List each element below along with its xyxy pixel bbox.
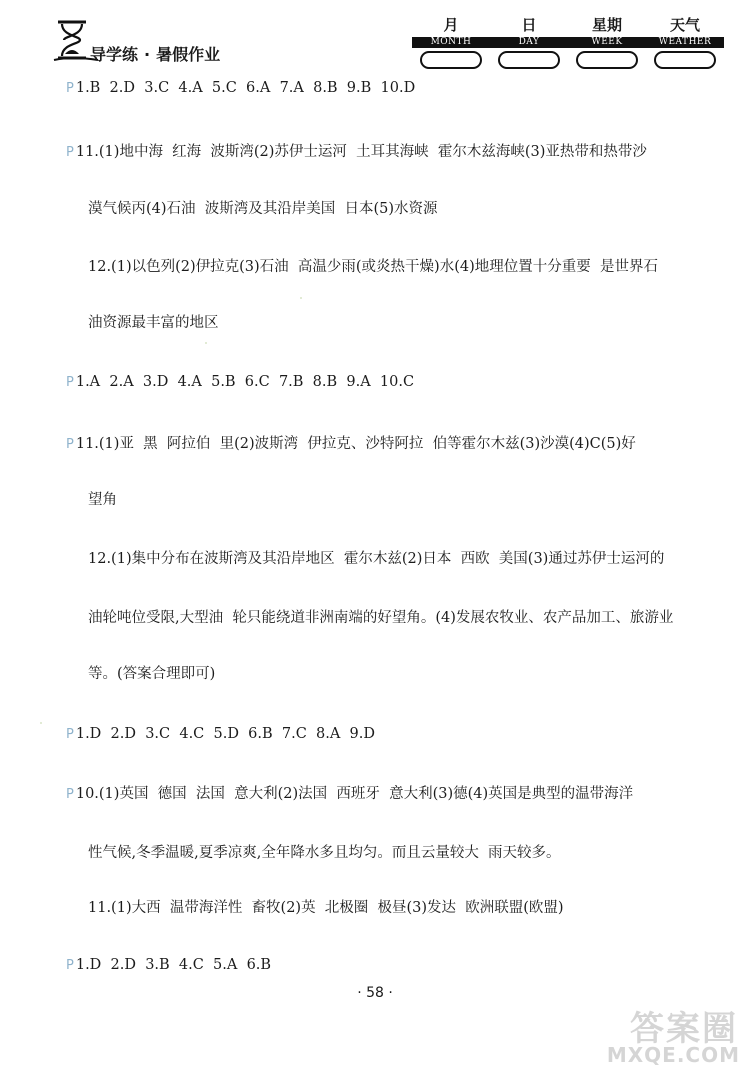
calendar-english-week: WEEK [591, 37, 623, 47]
series-title-left: 导学练 [90, 45, 139, 64]
answer-line [66, 724, 746, 745]
answer-text: 12.(1)以色列(2)伊拉克(3)石油 高温少雨(或炎热干燥)水(4)地理位置十分重要 是世界石 [88, 259, 658, 275]
watermark [594, 1001, 744, 1067]
calendar-labels [412, 14, 724, 34]
watermark-top: 答案圈 [630, 1009, 738, 1049]
page-ref-tag: P [66, 81, 74, 96]
answer-text: 望角 [88, 492, 117, 508]
watermark-bottom: MXQE.COM [606, 1043, 740, 1067]
answer-text: 1.A 2.A 3.D 4.A 5.B 6.C 7.B 8.B 9.A 10.C [75, 374, 415, 390]
page-number: · 58 · [357, 985, 393, 1001]
calendar-english-day: DAY [518, 37, 540, 47]
answer-text: 11.(1)地中海 红海 波斯湾(2)苏伊士运河 土耳其海峡 霍尔木兹海峡(3)亚热带和热带沙 [75, 144, 647, 160]
scan-speck [40, 722, 42, 724]
answer-line [88, 257, 750, 277]
answer-text: 12.(1)集中分布在波斯湾及其沿岸地区 霍尔木兹(2)日本 西欧 美国(3)通过苏伊士运河的 [88, 551, 665, 567]
answer-text: 等。(答案合理即可) [88, 666, 216, 682]
day-field[interactable] [498, 51, 560, 69]
page-ref-tag: P [66, 437, 74, 452]
scan-speck [300, 297, 302, 299]
answer-line [66, 78, 746, 99]
answer-line [66, 955, 746, 976]
series-title-right: 暑假作业 [156, 45, 221, 64]
calendar-label-week: 星期 [591, 16, 622, 34]
page-ref-tag: P [66, 375, 74, 390]
answer-line [88, 664, 750, 684]
answer-line [66, 434, 746, 455]
calendar-english-bar [412, 37, 724, 48]
answer-line [88, 843, 750, 863]
answer-line [66, 142, 746, 163]
answer-line [88, 490, 750, 510]
answer-text: 漠气候丙(4)石油 波斯湾及其沿岸美国 日本(5)水资源 [88, 201, 438, 217]
answer-text: 11.(1)亚 黑 阿拉伯 里(2)波斯湾 伊拉克、沙特阿拉 伯等霍尔木兹(3)沙漠(4)C(5)好 [75, 436, 636, 452]
answer-text: 油资源最丰富的地区 [88, 315, 219, 331]
weather-field[interactable] [654, 51, 716, 69]
answer-line [88, 608, 750, 628]
month-field[interactable] [420, 51, 482, 69]
calendar-english-month: MONTH [430, 37, 472, 47]
series-title-dot: · [144, 45, 151, 64]
answer-text: 油轮吨位受限,大型油 轮只能绕道非洲南端的好望角。(4)发展农牧业、农产品加工、旅游业 [88, 610, 674, 626]
page-header [0, 0, 750, 70]
week-field[interactable] [576, 51, 638, 69]
answer-line [66, 784, 746, 805]
answer-text: 性气候,冬季温暖,夏季凉爽,全年降水多且均匀。而且云量较大 雨天较多。 [88, 845, 561, 861]
answer-line [88, 898, 750, 918]
calendar-fields [412, 51, 724, 73]
answer-line [88, 549, 750, 569]
page-ref-tag: P [66, 787, 74, 802]
calendar-label-weather: 天气 [669, 16, 700, 34]
scan-speck [205, 342, 207, 344]
answer-text: 1.D 2.D 3.C 4.C 5.D 6.B 7.C 8.A 9.D [75, 726, 376, 742]
answer-line [66, 372, 746, 393]
answer-text: 1.B 2.D 3.C 4.A 5.C 6.A 7.A 8.B 9.B 10.D [75, 80, 416, 96]
answer-text: 10.(1)英国 德国 法国 意大利(2)法国 西班牙 意大利(3)德(4)英国是典型的温带海洋 [75, 786, 634, 802]
answer-text: 11.(1)大西 温带海洋性 畜牧(2)英 北极圈 极昼(3)发达 欧洲联盟(欧盟) [88, 900, 564, 916]
answer-line [88, 199, 750, 219]
answer-line [88, 313, 750, 333]
answer-text: 1.D 2.D 3.B 4.C 5.A 6.B [75, 957, 272, 973]
calendar-label-month: 月 [443, 16, 459, 34]
series-title [90, 42, 220, 65]
page-ref-tag: P [66, 145, 74, 160]
calendar-label-day: 日 [521, 16, 537, 34]
page-ref-tag: P [66, 727, 74, 742]
page-ref-tag: P [66, 958, 74, 973]
calendar-english-weather: WEATHER [658, 37, 712, 47]
